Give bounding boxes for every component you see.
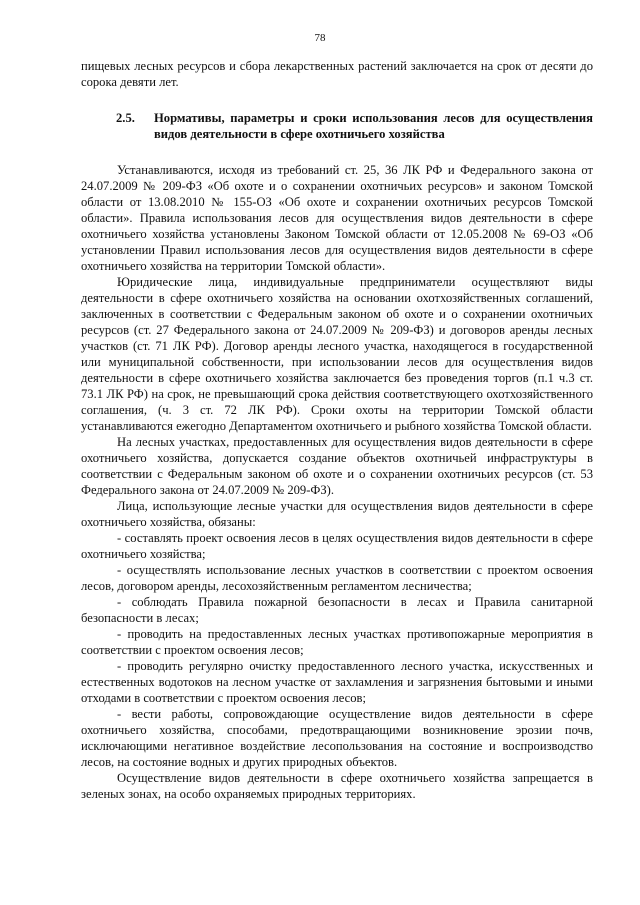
- intro-paragraph: пищевых лесных ресурсов и сбора лекарственных растений заключается на срок от десяти до сорока девяти лет.: [81, 59, 593, 89]
- paragraph: Лица, использующие лесные участки для осуществления видов деятельности в сфере охотничьего хозяйства, обязаны:: [81, 499, 593, 529]
- paragraph: Юридические лица, индивидуальные предприниматели осуществляют виды деятельности в сфере охотничьего хозяйства на основании охотхозяйственных соглашений, заключенных в соответствии с Федеральным законом об охоте и о сохранении охотничьих ресурсов (ст. 27 Федерального закона от 24.07.2009 № 209-ФЗ) и договоров аренды лесных участков (ст. 71 ЛК РФ). Договор аренды лесного участка, находящегося в государственной или муниципальной собственности, при использовании лесов для осуществления видов деятельности в сфере охотничьего хозяйства заключается без проведения торгов (п.1 ч.3 ст. 73.1 ЛК РФ) на срок, не превышающий срока действия соответствующего охотхозяйственного соглашения, (ч. 3 ст. 72 ЛК РФ). Сроки охоты на территории Томской области устанавливаются ежегодно Департаментом охотничьего и рыбного хозяйства Томской области.: [81, 275, 593, 433]
- obligation-item: - осуществлять использование лесных участков в соответствии с проектом освоения лесов, договором аренды, лесохозяйственным регламентом лесничества;: [81, 563, 593, 593]
- obligation-item: - проводить регулярно очистку предоставленного лесного участка, искусственных и естественных водотоков на лесном участке от захламления и загрязнения бытовыми и иными отходами в соответствии с проектом освоения лесов;: [81, 659, 593, 705]
- section-number: 2.5.: [116, 111, 135, 125]
- obligation-item: - соблюдать Правила пожарной безопасности в лесах и Правила санитарной безопасности в лесах;: [81, 595, 593, 625]
- page-content: [81, 58, 593, 802]
- section-heading: [81, 110, 593, 142]
- paragraph: Устанавливаются, исходя из требований ст. 25, 36 ЛК РФ и Федерального закона от 24.07.2009 № 209-ФЗ «Об охоте и о сохранении охотничьих ресурсов» и законом Томской области от 13.08.2010 № 155-ОЗ «Об охоте и сохранении охотничьих ресурсов Томской области». Правила использования лесов для осуществления видов деятельности в сфере охотничьего хозяйства установлены Законом Томской области от 12.05.2008 № 69-ОЗ «Об установлении Правил использования лесов для осуществления видов деятельности в сфере охотничьего хозяйства на территории Томской области».: [81, 163, 593, 273]
- obligation-item: - вести работы, сопровождающие осуществление видов деятельности в сфере охотничьего хозяйства, способами, предотвращающими возникновение эрозии почв, исключающими негативное воздействие лесопользования на состояние и воспроизводство лесов, на состояние водных и других природных объектов.: [81, 707, 593, 769]
- closing-paragraph: Осуществление видов деятельности в сфере охотничьего хозяйства запрещается в зеленых зонах, на особо охраняемых природных территориях.: [81, 771, 593, 801]
- obligation-item: - проводить на предоставленных лесных участках противопожарные мероприятия в соответствии с проектом освоения лесов;: [81, 627, 593, 657]
- page-number: 78: [314, 32, 326, 44]
- section-title: Нормативы, параметры и сроки использования лесов для осуществления видов деятельности в сфере охотничьего хозяйства: [154, 111, 593, 141]
- obligation-item: - составлять проект освоения лесов в целях осуществления видов деятельности в сфере охотничьего хозяйства;: [81, 531, 593, 561]
- paragraph: На лесных участках, предоставленных для осуществления видов деятельности в сфере охотничьего хозяйства, допускается создание объектов охотничьей инфраструктуры в соответствии с Федеральным законом об охоте и о сохранении охотничьих ресурсов (ст. 53 Федерального закона от 24.07.2009 № 209-ФЗ).: [81, 435, 593, 497]
